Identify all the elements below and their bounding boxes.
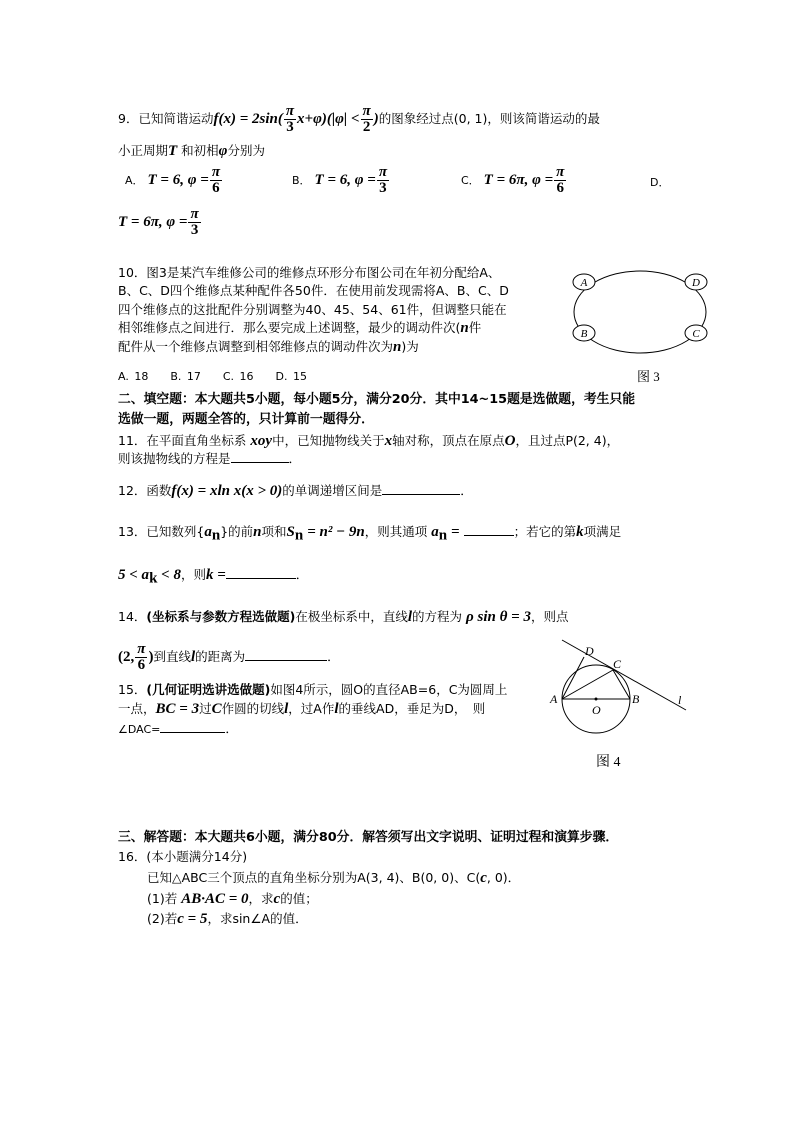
figure-3-caption: 图 3	[637, 369, 660, 384]
q9-formula-end: )	[373, 111, 379, 127]
question-10: 10．图3是某汽车维修公司的维修点环形分布图公司在年初分配给A、 B、C、D四个维修点某种配件各50件．在使用前发现需将A、B、C、D 四个维修点的这批配件分别调整为40、45、54、61件，但调整只能在 相邻维修点之间进行．那么要完成上述调整，最少的调动件次(n件 配件从一个维修点调整到相邻维修点的调动件次为n)为	[118, 265, 509, 355]
question-13: 13．已知数列$\{a_n\}$的前n项和$S_n = n^2 - 9n$，则其通项 $a_n$ = ；若它的第k项满足	[118, 524, 622, 544]
figure-4-caption: 图 4	[596, 755, 621, 770]
q9-text: 已知简谐运动	[138, 111, 214, 126]
svg-text:D: D	[585, 644, 594, 658]
q9-formula-mid: x+φ)(|φ| <	[297, 111, 360, 127]
q9-option-a: A． T = 6, φ = $\frac{\pi}{6}$	[125, 164, 221, 196]
q15-tag: (几何证明选讲选做题)	[146, 682, 271, 697]
svg-text:l: l	[678, 693, 682, 707]
q9-number: 9．	[118, 111, 139, 126]
section-2-header: 二、填空题：本大题共5小题，每小题5分，满分20分．其中14~15题是选做题，考生只能 选做一题，两题全答的，只计算前一题得分．	[118, 392, 636, 427]
q13-answer-blank-an[interactable]	[464, 523, 514, 536]
question-14: 14．(坐标系与参数方程选做题)在极坐标系中，直线l的方程为 ρ sin θ = 3，则点	[118, 609, 569, 625]
figure-4-circle-tangent	[540, 630, 700, 750]
svg-text:B: B	[580, 328, 588, 340]
q11-answer-blank[interactable]	[231, 450, 289, 463]
q13-answer-blank-k[interactable]	[226, 566, 296, 579]
q10-options: A. 18 B. 17 C. 16 D. 15	[118, 370, 308, 383]
q9-text-b: 的图象经过点(0, 1)，则该简谐运动的最	[378, 111, 600, 126]
q14-line2: (2, $\frac{\pi}{6}$ )到直线l的距离为 ．	[118, 641, 340, 673]
q9-option-b: B． T = 6, φ = $\frac{\pi}{3}$	[292, 164, 388, 196]
svg-text:C: C	[692, 328, 700, 340]
q12-answer-blank[interactable]	[382, 482, 460, 495]
section-3-header: 三、解答题：本大题共6小题，满分80分．解答须写出文字说明、证明过程和演算步骤．	[118, 830, 619, 845]
q9-frac: $\frac{\pi}{3}$	[285, 103, 295, 135]
q14-answer-blank[interactable]	[245, 648, 327, 661]
q9-frac2: $\frac{\pi}{2}$	[362, 103, 371, 135]
q13-line2: $5 < a_k < 8$，则k = ．	[118, 567, 309, 587]
question-11: 11．在平面直角坐标系 xoy中，已知抛物线关于x轴对称，顶点在原点O，且过点P(2, 4)， 则该抛物线的方程是 ．	[118, 433, 620, 466]
q9-line2: 小正周期T 和初相φ分别为	[118, 143, 265, 159]
question-15: 15．(几何证明选讲选做题)如图4所示，圆O的直径AB=6，C为圆周上 一点，BC = 3过C作圆的切线l，过A作l的垂线AD，垂足为D， 则 ∠DAC= ．	[118, 682, 508, 736]
svg-text:O: O	[592, 703, 601, 717]
question-9	[118, 104, 600, 135]
q9-option-d-label: D．	[650, 176, 670, 189]
question-16-header: 16．(本小题满分14分)	[118, 849, 248, 864]
q9-option-c: C． T = 6π, φ = $\frac{\pi}{6}$	[461, 164, 565, 196]
question-12: 12．函数f(x) = xln x(x > 0)的单调递增区间是 ．	[118, 483, 473, 499]
svg-text:A: A	[550, 692, 558, 706]
svg-text:C: C	[613, 657, 622, 671]
svg-text:D: D	[692, 277, 700, 289]
q14-tag: (坐标系与参数方程选做题)	[146, 609, 296, 624]
question-16-body: 已知△ABC三个顶点的直角坐标分别为A(3, 4)、B(0, 0)、C(c, 0)． (1)若 AB·AC = 0，求c的值； (2)若c = 5，求sin∠A的值．	[147, 870, 521, 927]
svg-text:A: A	[580, 277, 588, 289]
q9-formula-lhs: f(x) = 2sin(	[213, 111, 283, 127]
q15-answer-blank[interactable]	[160, 720, 225, 733]
q9-option-d: T = 6π, φ = $\frac{\pi}{3}$	[118, 206, 199, 238]
svg-text:B: B	[632, 692, 640, 706]
